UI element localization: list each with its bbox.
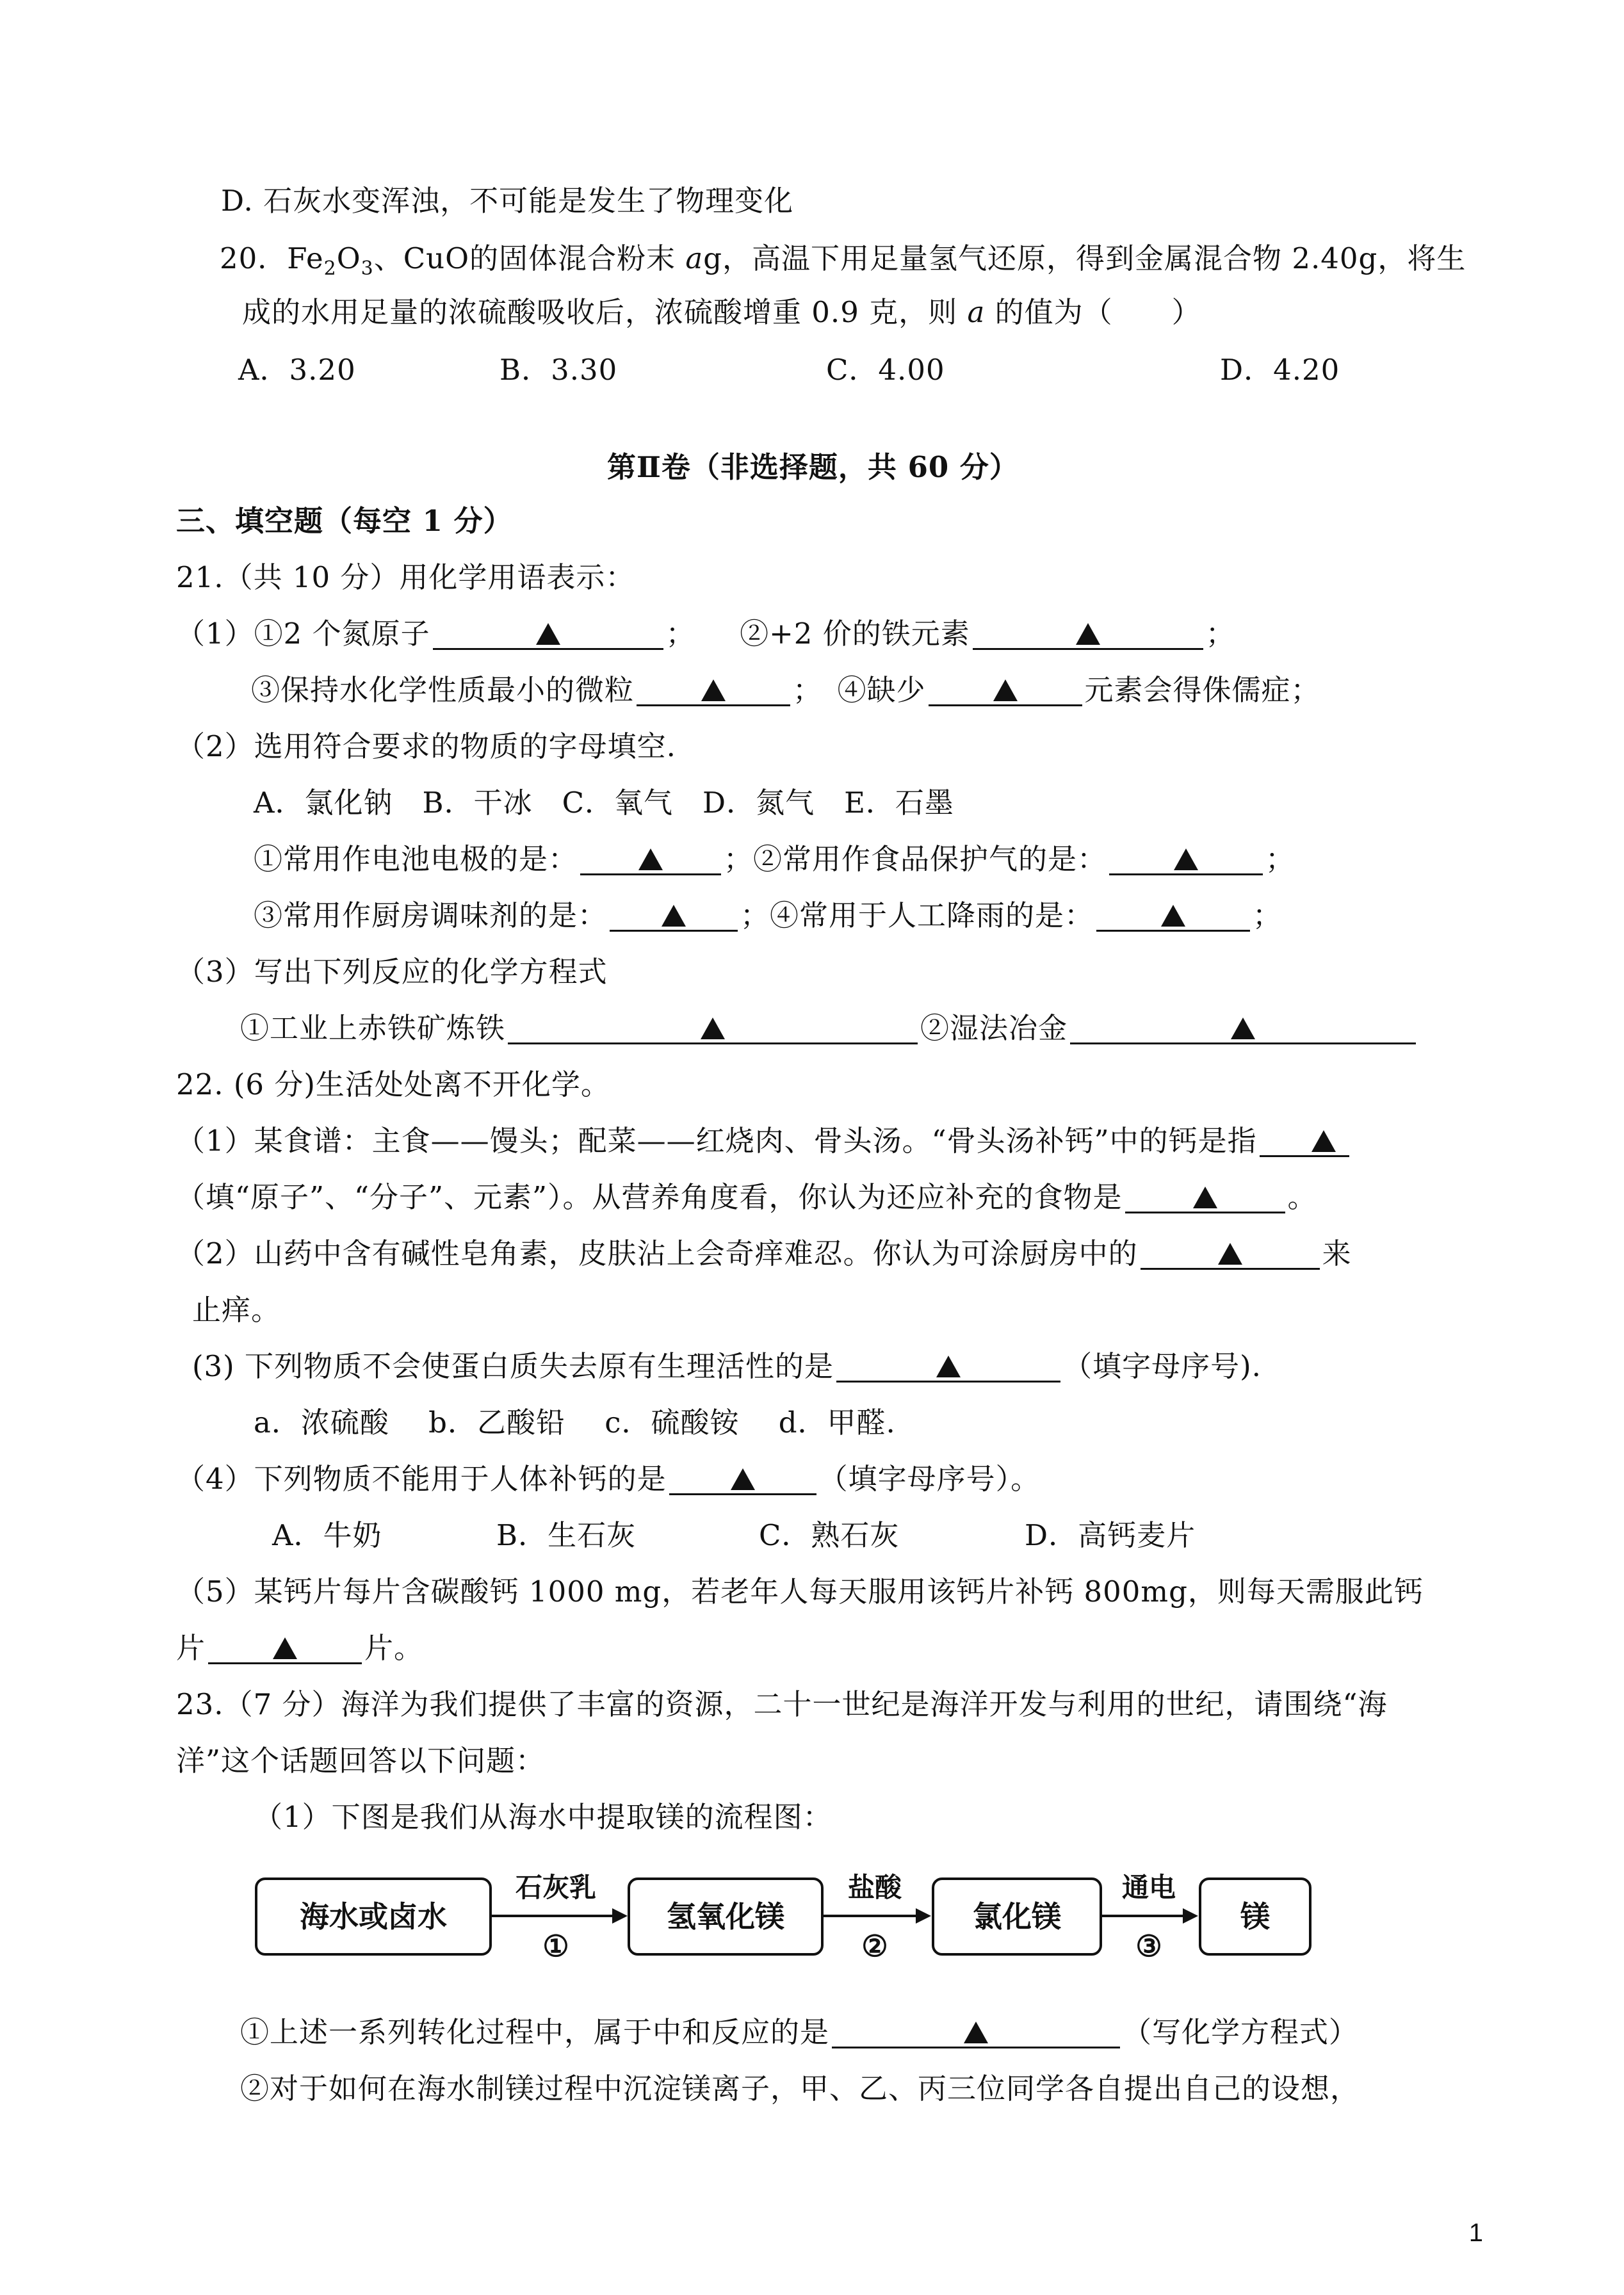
q21-part3-title: （3）写出下列反应的化学方程式: [176, 955, 608, 989]
q21-p2-e: ；④常用于人工降雨的是：: [740, 898, 1094, 932]
flow-box-mg-chloride: 氯化镁: [932, 1877, 1102, 1956]
q22-part2-line2: 止痒。: [192, 1293, 281, 1327]
q21-p2-a: ①常用作电池电极的是：: [254, 842, 578, 876]
q21-part2-title: （2）选用符合要求的物质的字母填空.: [176, 729, 676, 763]
q22-p1-c: 。: [1287, 1180, 1317, 1214]
q22-p4-a: （4）下列物质不能用于人体补钙的是: [176, 1462, 667, 1496]
q23-sub1-b: （写化学方程式）: [1123, 2015, 1359, 2049]
answer-blank[interactable]: [669, 1461, 816, 1495]
q22-part4-option-c: C．熟石灰: [759, 1518, 900, 1552]
q22-part4-option-b: B．生石灰: [496, 1518, 637, 1552]
q22-part4-option-a: A．牛奶: [272, 1518, 382, 1552]
q22-part5-line1: （5）某钙片每片含碳酸钙 1000 mg，若老年人每天服用该钙片补钙 800mg，则每天需服此钙: [176, 1575, 1424, 1609]
q20-option-a: A．3.20: [238, 353, 356, 387]
q22-p2-b: 来: [1322, 1237, 1352, 1270]
triangle-icon: [638, 848, 663, 870]
q22-p4-b: （填字母序号）。: [818, 1462, 1041, 1496]
answer-blank[interactable]: [836, 1349, 1060, 1383]
q20-var-a: a: [685, 241, 704, 275]
q20-stem-a: 20．Fe: [220, 241, 324, 275]
triangle-icon: [1231, 1018, 1255, 1039]
flow-arrow-2: [824, 1915, 917, 1917]
answer-blank[interactable]: [580, 841, 721, 875]
q23-sub1-a: ①上述一系列转化过程中，属于中和反应的是: [240, 2015, 830, 2049]
triangle-icon: [1076, 623, 1100, 645]
flow-box-mg-hydroxide: 氢氧化镁: [628, 1877, 824, 1956]
flow-step-3: ③: [1135, 1929, 1162, 1963]
q23-sub1-line: [240, 2013, 1358, 2052]
q20-line2-b: 的值为（ ）: [985, 295, 1201, 329]
q22-title: 22. (6 分)生活处处离不开化学。: [176, 1067, 610, 1101]
q22-p5-c: 片。: [364, 1631, 424, 1665]
q21-part2-line1: [254, 840, 1295, 879]
q23-sub2-line: ②对于如何在海水制镁过程中沉淀镁离子，甲、乙、丙三位同学各自提出自己的设想，: [240, 2072, 1360, 2105]
triangle-icon: [1161, 905, 1185, 927]
answer-blank[interactable]: [1141, 1236, 1320, 1270]
q20-sub-2: 3: [361, 257, 374, 280]
triangle-icon: [1311, 1130, 1336, 1152]
triangle-icon: [662, 905, 686, 927]
q22-part4-line: [176, 1460, 1040, 1498]
q20-line2-var: a: [967, 295, 986, 329]
flow-step-2: ②: [861, 1929, 888, 1963]
triangle-icon: [1174, 848, 1198, 870]
q21-p1-a: （1）①2 个氮原子: [176, 617, 430, 651]
q22-part3-line: [192, 1347, 1262, 1386]
q22-p3-b: （填字母序号).: [1063, 1349, 1262, 1383]
flow-reagent-3: 通电: [1121, 1872, 1176, 1903]
q21-p3-a: ①工业上赤铁矿炼铁: [240, 1011, 506, 1045]
page-number: 1: [1468, 2219, 1483, 2247]
q20-option-b: B．3.30: [499, 353, 618, 387]
flow-reagent-2: 盐酸: [847, 1872, 902, 1903]
flow-reagent-1: 石灰乳: [515, 1872, 596, 1903]
q21-p1-b: ； ②+2 价的铁元素: [665, 617, 970, 651]
q21-title: 21.（共 10 分）用化学用语表示：: [176, 560, 635, 594]
q21-p1-d: ③保持水化学性质最小的微粒: [251, 673, 635, 707]
q21-p1-f: 元素会得侏儒症；: [1084, 673, 1320, 707]
q20-option-d: D．4.20: [1220, 353, 1340, 387]
q21-part1-line2: [251, 671, 1320, 710]
q20-line2-a: 成的水用足量的浓硫酸吸收后，浓硫酸增重 0.9 克，则: [242, 295, 968, 329]
answer-blank[interactable]: [832, 2015, 1120, 2048]
q21-part1-line1: [176, 615, 1235, 653]
q21-part3-line: [240, 1009, 1418, 1048]
q20-stem-line2: [242, 293, 1201, 332]
answer-blank[interactable]: [208, 1630, 362, 1664]
q22-p1-a: （1）某食谱：主食——馒头；配菜——红烧肉、骨头汤。“骨头汤补钙”中的钙是指: [176, 1124, 1257, 1158]
q23-title-line1: 23.（7 分）海洋为我们提供了丰富的资源，二十一世纪是海洋开发与利用的世纪，请围绕“海: [176, 1687, 1388, 1721]
answer-blank[interactable]: [1070, 1010, 1416, 1044]
answer-blank[interactable]: [1260, 1123, 1349, 1157]
arrow-right-icon: [1183, 1908, 1198, 1924]
triangle-icon: [964, 2022, 988, 2043]
triangle-icon: [701, 679, 726, 701]
triangle-icon: [701, 1018, 725, 1039]
triangle-icon: [993, 679, 1018, 701]
q20-sub-1: 2: [323, 257, 337, 280]
q20-stem-c: 、CuO的固体混合粉末: [373, 241, 686, 275]
triangle-icon: [1218, 1243, 1242, 1265]
q22-p5-b: 片: [176, 1631, 206, 1665]
q23-title-line2: 洋”这个话题回答以下问题：: [176, 1744, 546, 1778]
q20-option-c: C．4.00: [826, 353, 945, 387]
q21-p1-c: ；: [1205, 617, 1235, 651]
q20-stem-d: g，高温下用足量氢气还原，得到金属混合物 2.40g，将生: [703, 241, 1466, 275]
q19-option-d: D. 石灰水变浑浊，不可能是发生了物理变化: [221, 184, 794, 218]
flow-box-seawater: 海水或卤水: [255, 1877, 492, 1956]
q21-p2-b: ；②常用作食品保护气的是：: [724, 842, 1107, 876]
q22-p3-a: (3) 下列物质不会使蛋白质失去原有生理活性的是: [192, 1349, 834, 1383]
q22-part1-line2: [176, 1178, 1317, 1217]
q22-p2-a: （2）山药中含有碱性皂角素，皮肤沾上会奇痒难忍。你认为可涂厨房中的: [176, 1237, 1138, 1270]
section-subtitle: 三、填空题（每空 1 分）: [176, 504, 513, 538]
q21-p1-e: ； ④缺少: [793, 673, 926, 707]
answer-blank[interactable]: [433, 616, 663, 650]
q21-p2-c: ；: [1265, 842, 1295, 876]
triangle-icon: [1193, 1187, 1217, 1208]
q22-part1-line1: [176, 1122, 1352, 1160]
arrow-right-icon: [612, 1908, 628, 1924]
q20-stem-b: O: [336, 241, 361, 275]
answer-blank[interactable]: [973, 616, 1203, 650]
answer-blank[interactable]: [1096, 898, 1250, 932]
triangle-icon: [273, 1637, 297, 1659]
q21-p2-f: ；: [1253, 898, 1283, 932]
q21-p2-d: ③常用作厨房调味剂的是：: [254, 898, 608, 932]
section-title: 第Ⅱ卷（非选择题，共 60 分）: [607, 450, 1019, 484]
q22-part5-line2: [176, 1629, 423, 1667]
triangle-icon: [731, 1468, 755, 1490]
q20-stem-line1: [220, 239, 1466, 288]
arrow-right-icon: [916, 1908, 931, 1924]
answer-blank[interactable]: [637, 672, 790, 706]
q22-p1-b: （填“原子”、“分子”、元素”）。从营养角度看，你认为还应补充的食物是: [176, 1180, 1123, 1214]
triangle-icon: [536, 623, 560, 645]
answer-blank[interactable]: [1125, 1180, 1285, 1213]
answer-blank[interactable]: [929, 672, 1082, 706]
q22-part3-choices: a．浓硫酸 b．乙酸铅 c．硫酸铵 d．甲醛.: [254, 1406, 896, 1439]
flow-step-1: ①: [542, 1929, 569, 1963]
flow-arrow-1: [492, 1915, 613, 1917]
q21-p3-b: ②湿法冶金: [920, 1011, 1068, 1045]
q22-part2-line1: [176, 1235, 1352, 1273]
q21-part2-choices: A．氯化钠 B．干冰 C．氧气 D．氮气 E．石墨: [254, 786, 954, 820]
answer-blank[interactable]: [1109, 841, 1263, 875]
flow-box-mg: 镁: [1199, 1877, 1311, 1956]
triangle-icon: [936, 1356, 961, 1377]
q22-part4-option-d: D．高钙麦片: [1025, 1518, 1196, 1552]
q21-part2-line2: [254, 896, 1282, 935]
q23-part1-title: （1）下图是我们从海水中提取镁的流程图：: [254, 1800, 832, 1834]
answer-blank[interactable]: [610, 898, 738, 932]
answer-blank[interactable]: [508, 1010, 918, 1044]
flow-arrow-3: [1102, 1915, 1184, 1917]
